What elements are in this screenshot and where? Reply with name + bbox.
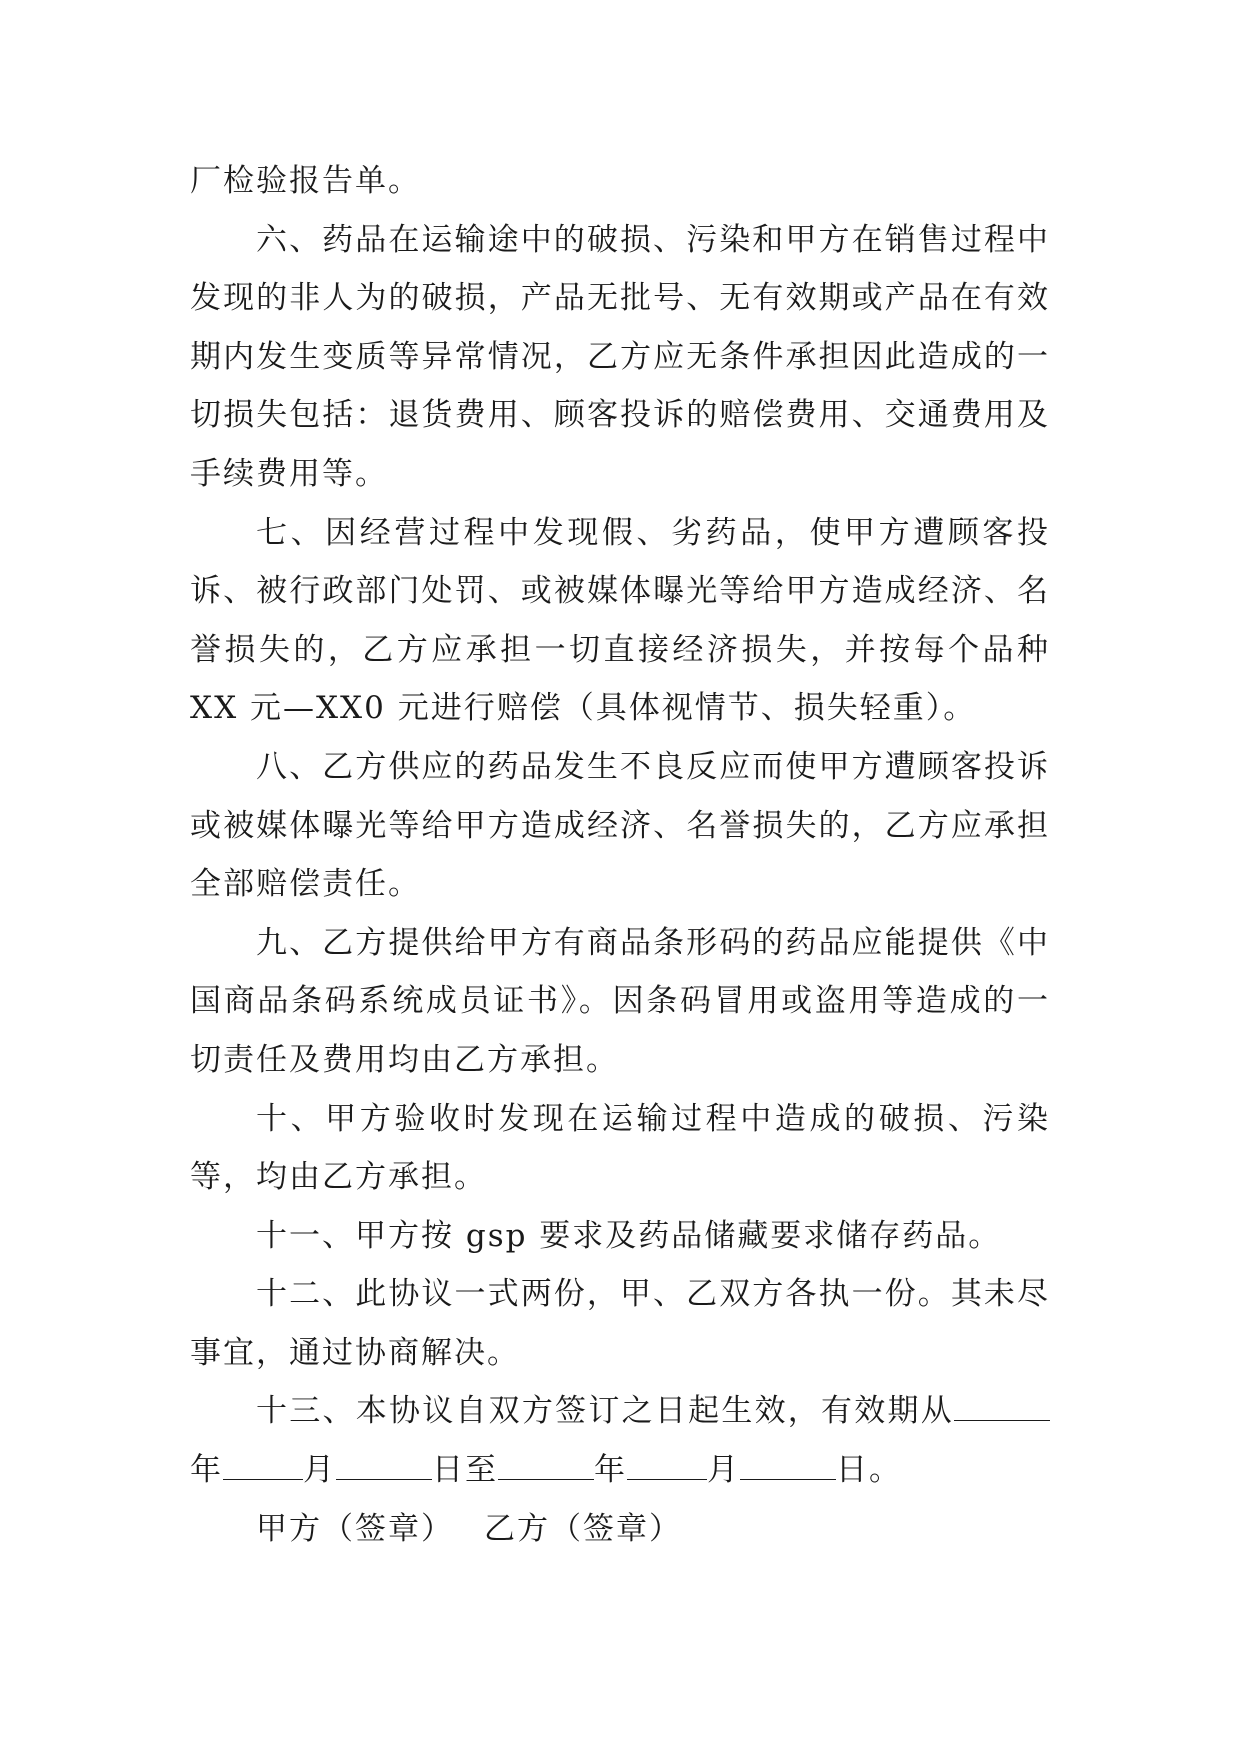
clause-10: 十、甲方验收时发现在运输过程中造成的破损、污染等，均由乙方承担。 <box>190 1100 1050 1196</box>
blank-line <box>336 1457 432 1480</box>
blank-line <box>498 1457 594 1480</box>
month-label: 月 <box>707 1452 740 1489</box>
month-label: 月 <box>303 1452 336 1489</box>
blank-line <box>223 1457 303 1480</box>
blank-line <box>740 1457 836 1480</box>
clause-7: 七、因经营过程中发现假、劣药品，使甲方遭顾客投诉、被行政部门处罚、或被媒体曝光等给甲方造成经济、名誉损失的，乙方应承担一切直接经济损失，并按每个品种 XX 元—XX0 元进行赔偿（具体视情节、损失轻重）。 <box>190 514 1050 727</box>
party-b-signature: 乙方（签章） <box>484 1510 682 1547</box>
day-to-label: 日至 <box>432 1452 498 1489</box>
continued-line: 厂检验报告单。 <box>190 163 421 199</box>
clause-13-text: 十三、本协议自双方签订之日起生效，有效期从 <box>256 1393 954 1430</box>
signature-line <box>190 1500 1050 1559</box>
blank-line <box>627 1457 707 1480</box>
clause-13 <box>190 1382 1050 1499</box>
clause-11: 十一、甲方按 gsp 要求及药品储藏要求储存药品。 <box>256 1217 1002 1254</box>
clause-8: 八、乙方供应的药品发生不良反应而使甲方遭顾客投诉或被媒体曝光等给甲方造成经济、名誉损失的，乙方应承担全部赔偿责任。 <box>190 748 1050 903</box>
year-label: 年 <box>594 1452 627 1489</box>
clause-6: 六、药品在运输途中的破损、污染和甲方在销售过程中发现的非人为的破损，产品无批号、无有效期或产品在有效期内发生变质等异常情况，乙方应无条件承担因此造成的一切损失包括：退货费用、顾客投诉的赔偿费用、交通费用及手续费用等。 <box>190 221 1050 492</box>
blank-line <box>954 1398 1050 1421</box>
clause-12: 十二、此协议一式两份，甲、乙双方各执一份。其未尽事宜，通过协商解决。 <box>190 1276 1050 1371</box>
document-page <box>190 152 1050 1558</box>
clause-9: 九、乙方提供给甲方有商品条形码的药品应能提供《中国商品条码系统成员证书》。因条码冒用或盗用等造成的一切责任及费用均由乙方承担。 <box>190 924 1050 1078</box>
year-label: 年 <box>190 1452 223 1489</box>
day-end-label: 日。 <box>836 1452 902 1489</box>
party-a-signature: 甲方（签章） <box>256 1510 454 1547</box>
